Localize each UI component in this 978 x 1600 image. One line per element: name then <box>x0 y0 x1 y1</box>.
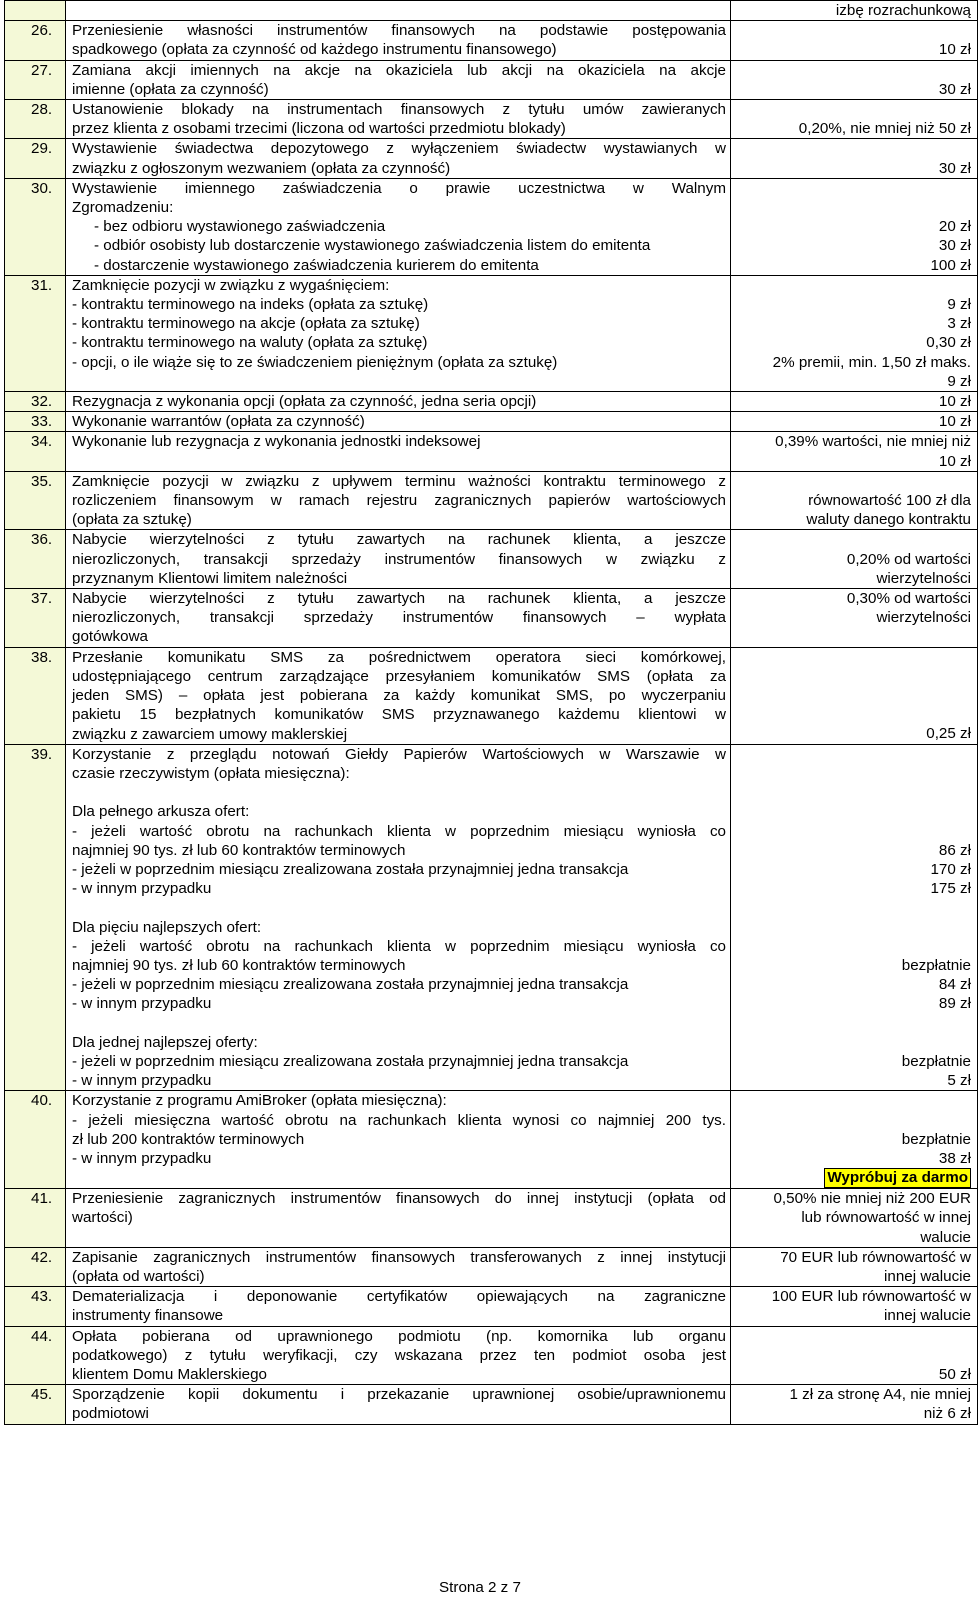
description-line: gotówkowa <box>72 628 148 646</box>
fee-line: 86 zł <box>938 841 971 859</box>
description-line: związku z zawarciem umowy maklerskiej <box>72 725 348 743</box>
row-number: 45. <box>5 1385 66 1424</box>
fee-line: 175 zł <box>930 880 971 898</box>
fee-line: 100 EUR lub równowartość w <box>771 1288 971 1306</box>
description-line: najmniej 90 tys. zł lub 60 kontraktów terminowych <box>72 841 406 859</box>
row-fee <box>731 1287 978 1326</box>
fee-line: 0,20%, nie mniej niż 50 zł <box>798 120 971 138</box>
fee-line <box>735 21 971 40</box>
fee-line <box>735 61 971 80</box>
description-line: - jeżeli w poprzednim miesiącu zrealizowana została przynajmniej jedna transakcja <box>72 976 629 994</box>
row-fee <box>731 1189 978 1248</box>
description-line: zł lub 200 kontraktów terminowych <box>72 1130 305 1148</box>
fee-line <box>735 937 971 956</box>
row-description <box>66 744 731 1091</box>
fee-line: 30 zł <box>938 237 971 255</box>
row-fee <box>731 178 978 275</box>
fee-line: innej walucie <box>884 1267 971 1285</box>
row-description <box>66 1091 731 1189</box>
row-fee <box>731 100 978 139</box>
row-description <box>66 1326 731 1385</box>
description-line: Wykonanie warrantów (opłata za czynność) <box>72 413 365 431</box>
fee-line <box>735 764 971 783</box>
row-description <box>66 432 731 471</box>
fee-table-body <box>5 1 978 1425</box>
fee-line: 0,30 zł <box>926 334 971 352</box>
fee-line <box>735 802 971 821</box>
description-line: (opłata za sztukę) <box>72 511 192 529</box>
fee-line <box>735 898 971 917</box>
row-fee <box>731 139 978 178</box>
description-line: (opłata od wartości) <box>72 1267 205 1285</box>
description-line: Dla jednej najlepszej oferty: <box>72 1033 258 1051</box>
row-number: 37. <box>5 589 66 648</box>
description-line: pakietu 15 bezpłatnych komunikatów SMS przyznawanego każdemu klientowi w <box>72 706 726 724</box>
fee-row <box>5 744 978 1091</box>
fee-line <box>735 1033 971 1052</box>
row-fee-cell <box>731 1 978 21</box>
description-line: Dla pełnego arkusza ofert: <box>72 803 250 821</box>
description-line: - opcji, o ile wiąże się to ze świadczeniem pieniężnym (opłata za sztukę) <box>72 353 558 371</box>
try-free-badge[interactable]: Wypróbuj za darmo <box>824 1168 971 1188</box>
description-line: - kontraktu terminowego na waluty (opłata za sztukę) <box>72 334 428 352</box>
description-line: Ustanowienie blokady na instrumentach finansowych z tytułu umów zawieranych <box>72 101 726 119</box>
description-line: nierozliczonych, transakcji sprzedaży instrumentów finansowych – wypłata <box>72 609 726 627</box>
fee-line: 9 zł <box>947 372 971 390</box>
description-line: Przesłanie komunikatu SMS za pośrednictwem operatora sieci komórkowej, <box>72 648 726 666</box>
row-number: 39. <box>5 744 66 1091</box>
page-footer: Strona 2 z 7 <box>439 1579 521 1596</box>
description-line: klientem Domu Maklerskiego <box>72 1365 267 1383</box>
row-description <box>66 60 731 99</box>
description-line: nierozliczonych, transakcji sprzedaży instrumentów finansowych w związku z <box>72 550 726 568</box>
description-line: - kontraktu terminowego na indeks (opłata za sztukę) <box>72 296 429 314</box>
row-fee <box>731 1247 978 1286</box>
description-line: Opłata pobierana od uprawnionego podmiotu (np. komornika lub organu <box>72 1327 726 1345</box>
fee-line: bezpłatnie <box>901 956 971 974</box>
fee-line <box>735 1327 971 1346</box>
row-description <box>66 647 731 744</box>
fee-line <box>735 821 971 840</box>
row-number: 42. <box>5 1247 66 1286</box>
row-description <box>66 1385 731 1424</box>
description-line: spadkowego (opłata za czynność od każdego instrumentu finansowego) <box>72 41 557 59</box>
row-fee <box>731 589 978 648</box>
fee-line: 0,25 zł <box>926 725 971 743</box>
description-line: Zamknięcie pozycji w związku z wygaśnięciem: <box>72 276 390 294</box>
fee-row <box>5 1189 978 1248</box>
fee-line: bezpłatnie <box>901 1130 971 1148</box>
description-line: Zapisanie zagranicznych instrumentów finansowych transferowanych z innej instytucji <box>72 1248 726 1266</box>
row-number: 44. <box>5 1326 66 1385</box>
fee-line: 70 EUR lub równowartość w <box>780 1248 971 1266</box>
row-description <box>66 139 731 178</box>
description-line: Wystawienie imiennego zaświadczenia o prawie uczestnictwa w Walnym <box>72 179 726 197</box>
row-number: 29. <box>5 139 66 178</box>
row-fee <box>731 60 978 99</box>
description-line: Sporządzenie kopii dokumentu i przekazanie uprawnionej osobie/uprawnionemu <box>72 1386 726 1404</box>
description-line: - w innym przypadku <box>72 995 212 1013</box>
row-number: 43. <box>5 1287 66 1326</box>
fee-line: 100 zł <box>930 256 971 274</box>
fee-line: izbę rozrachunkową <box>835 2 971 19</box>
fee-line: 0,20% od wartości <box>846 550 971 568</box>
fee-line: 10 zł <box>938 452 971 470</box>
row-description <box>66 471 731 530</box>
fee-line: 5 zł <box>947 1072 971 1089</box>
fee-line: 2% premii, min. 1,50 zł maks. <box>772 353 971 371</box>
description-line: Zamiana akcji imiennych na akcje na okaziciela lub akcji na okaziciela na akcje <box>72 61 726 79</box>
fee-line <box>735 648 971 667</box>
description-spacer <box>72 783 726 802</box>
description-line: Nabycie wierzytelności z tytułu zawartych na rachunek klienta, a jeszcze <box>72 590 726 608</box>
row-description <box>66 1287 731 1326</box>
row-number: 32. <box>5 392 66 412</box>
fee-line: niż 6 zł <box>923 1405 971 1423</box>
description-line: - jeżeli w poprzednim miesiącu zrealizowana została przynajmniej jedna transakcja <box>72 1052 629 1070</box>
row-number-cell <box>5 1 66 21</box>
fee-line: 170 zł <box>930 860 971 878</box>
row-number: 41. <box>5 1189 66 1248</box>
row-fee <box>731 1326 978 1385</box>
row-number: 31. <box>5 275 66 391</box>
row-fee <box>731 1091 978 1189</box>
description-line: instrumenty finansowe <box>72 1307 224 1325</box>
description-line: Wykonanie lub rezygnacja z wykonania jednostki indeksowej <box>72 433 481 451</box>
row-fee <box>731 647 978 744</box>
fee-line: 38 zł <box>938 1149 971 1167</box>
description-line: imienne (opłata za czynność) <box>72 80 269 98</box>
fee-row <box>5 647 978 744</box>
description-line: Zamknięcie pozycji w związku z upływem terminu ważności kontraktu terminowego z <box>72 472 726 490</box>
fee-table <box>4 0 978 1425</box>
fee-line: 10 zł <box>938 393 971 411</box>
fee-line: 9 zł <box>947 296 971 314</box>
description-line: podatkowego) z tytułu weryfikacji, czy wskazana przez ten podmiot osoba jest <box>72 1346 726 1364</box>
description-spacer <box>72 1014 726 1033</box>
fee-line: 89 zł <box>938 995 971 1013</box>
description-line: - dostarczenie wystawionego zaświadczenia kurierem do emitenta <box>94 256 539 274</box>
fee-line: 30 zł <box>938 80 971 98</box>
fee-line: 20 zł <box>938 218 971 236</box>
fee-line: 10 zł <box>938 41 971 59</box>
description-line: - jeżeli miesięczna wartość obrotu na rachunkach klienta wynosi co najmniej 200 tys. <box>72 1111 726 1129</box>
fee-row <box>5 100 978 139</box>
fee-row <box>5 1091 978 1189</box>
fee-row <box>5 471 978 530</box>
description-line: - jeżeli w poprzednim miesiącu zrealizowana została przynajmniej jedna transakcja <box>72 860 629 878</box>
description-line: przez klienta z osobami trzecimi (liczona od wartości przedmiotu blokady) <box>72 120 566 138</box>
row-number: 28. <box>5 100 66 139</box>
description-line: podmiotowi <box>72 1405 149 1423</box>
fee-line: 30 zł <box>938 159 971 177</box>
row-number: 36. <box>5 530 66 589</box>
description-line: Rezygnacja z wykonania opcji (opłata za czynność, jedna seria opcji) <box>72 393 537 411</box>
row-description <box>66 392 731 412</box>
fee-line: 1 zł za stronę A4, nie mniej <box>789 1386 971 1404</box>
fee-line: innej walucie <box>884 1307 971 1325</box>
row-number: 40. <box>5 1091 66 1189</box>
row-fee <box>731 744 978 1091</box>
row-number: 35. <box>5 471 66 530</box>
fee-line: 3 zł <box>947 315 971 333</box>
row-description <box>66 1189 731 1248</box>
row-description <box>66 100 731 139</box>
fee-row <box>5 412 978 432</box>
row-fee <box>731 530 978 589</box>
row-fee <box>731 432 978 471</box>
fee-line: wierzytelności <box>876 609 971 627</box>
fee-line: waluty danego kontraktu <box>806 511 971 529</box>
row-description-cell <box>66 1 731 21</box>
fee-row <box>5 60 978 99</box>
row-description <box>66 178 731 275</box>
description-line: Zgromadzeniu: <box>72 199 174 217</box>
description-line: - w innym przypadku <box>72 1072 212 1090</box>
row-fee <box>731 412 978 432</box>
fee-line <box>735 745 971 764</box>
fee-line: równowartość 100 zł dla <box>808 492 971 510</box>
row-number: 34. <box>5 432 66 471</box>
row-description <box>66 412 731 432</box>
description-line: Wystawienie świadectwa depozytowego z wyłączeniem świadectw wystawianych w <box>72 140 726 158</box>
row-fee <box>731 275 978 391</box>
row-fee <box>731 21 978 60</box>
description-line: - jeżeli wartość obrotu na rachunkach klienta w poprzednim miesiącu wyniosła co <box>72 822 726 840</box>
row-number: 30. <box>5 178 66 275</box>
description-line: wartości) <box>72 1209 133 1227</box>
fee-line: 84 zł <box>938 976 971 994</box>
row-number: 27. <box>5 60 66 99</box>
description-line: związku z ogłoszonym wezwaniem (opłata za czynność) <box>72 159 451 177</box>
description-line: - odbiór osobisty lub dostarczenie wystawionego zaświadczenia listem do emitenta <box>94 237 651 255</box>
description-line: - jeżeli wartość obrotu na rachunkach klienta w poprzednim miesiącu wyniosła co <box>72 937 726 955</box>
fee-row <box>5 589 978 648</box>
fee-row <box>5 1287 978 1326</box>
row-description <box>66 21 731 60</box>
description-line: Korzystanie z przeglądu notowań Giełdy Papierów Wartościowych w Warszawie w <box>72 745 726 763</box>
row-fee <box>731 471 978 530</box>
row-number: 33. <box>5 412 66 432</box>
fee-line <box>735 100 971 119</box>
fee-line <box>735 667 971 686</box>
description-line: przyznanym Klientowi limitem należności <box>72 569 348 587</box>
description-line: Dla pięciu najlepszych ofert: <box>72 918 262 936</box>
continuation-row <box>5 1 978 21</box>
fee-line <box>735 276 971 295</box>
fee-line <box>735 686 971 705</box>
description-line: Przeniesienie zagranicznych instrumentów finansowych do innej instytucji (opłata od <box>72 1190 726 1208</box>
description-line: Przeniesienie własności instrumentów finansowych na podstawie postępowania <box>72 22 726 40</box>
description-line: czasie rzeczywistym (opłata miesięczna): <box>72 764 350 782</box>
description-line: - w innym przypadku <box>72 1149 212 1167</box>
row-description <box>66 275 731 391</box>
fee-line: 50 zł <box>938 1365 971 1383</box>
description-line: - w innym przypadku <box>72 880 212 898</box>
fee-row <box>5 432 978 471</box>
fee-line: wierzytelności <box>876 569 971 587</box>
fee-line: bezpłatnie <box>901 1052 971 1070</box>
description-line: Dematerializacja i deponowanie certyfikatów opiewających na zagraniczne <box>72 1288 726 1306</box>
fee-line <box>735 1013 971 1032</box>
fee-line: 0,50% nie mniej niż 200 EUR <box>773 1190 971 1208</box>
row-description <box>66 589 731 648</box>
fee-line <box>735 1091 971 1110</box>
fee-row <box>5 21 978 60</box>
fee-line <box>735 917 971 936</box>
fee-row <box>5 1326 978 1385</box>
fee-line <box>735 139 971 158</box>
row-number: 38. <box>5 647 66 744</box>
fee-line <box>735 1346 971 1365</box>
description-line: najmniej 90 tys. zł lub 60 kontraktów terminowych <box>72 956 406 974</box>
fee-line <box>735 530 971 549</box>
row-fee <box>731 1385 978 1424</box>
fee-line: 10 zł <box>938 413 971 431</box>
fee-row <box>5 275 978 391</box>
fee-row <box>5 178 978 275</box>
fee-line: 0,39% wartości, nie mniej niż <box>775 433 971 451</box>
row-fee <box>731 392 978 412</box>
fee-row <box>5 1247 978 1286</box>
description-spacer <box>72 898 726 917</box>
description-line: rozliczeniem finansowym w ramach rejestru zagranicznych papierów wartościowych <box>72 492 726 510</box>
fee-line <box>735 783 971 802</box>
row-description <box>66 530 731 589</box>
description-line: - bez odbioru wystawionego zaświadczenia <box>94 218 386 236</box>
fee-line <box>735 705 971 724</box>
fee-line: 0,30% od wartości <box>846 590 971 608</box>
fee-line <box>735 1111 971 1130</box>
fee-line: lub równowartość w innej <box>801 1209 971 1227</box>
fee-line <box>735 179 971 198</box>
promo-line <box>735 1168 971 1188</box>
description-line: jeden SMS) – opłata jest pobierana za każdy komunikat SMS, po wyczerpaniu <box>72 687 726 705</box>
description-line: Nabycie wierzytelności z tytułu zawartych na rachunek klienta, a jeszcze <box>72 531 726 549</box>
fee-line <box>735 198 971 217</box>
fee-row <box>5 392 978 412</box>
fee-row <box>5 139 978 178</box>
fee-line: walucie <box>920 1228 971 1246</box>
description-line: - kontraktu terminowego na akcje (opłata za sztukę) <box>72 315 420 333</box>
row-number: 26. <box>5 21 66 60</box>
description-line: udostępniającego centrum zarządzające przesyłaniem komunikatów SMS (opłata za <box>72 667 726 685</box>
description-line: Korzystanie z programu AmiBroker (opłata miesięczna): <box>72 1092 447 1110</box>
fee-line <box>735 472 971 491</box>
fee-row <box>5 1385 978 1424</box>
fee-row <box>5 530 978 589</box>
row-description <box>66 1247 731 1286</box>
